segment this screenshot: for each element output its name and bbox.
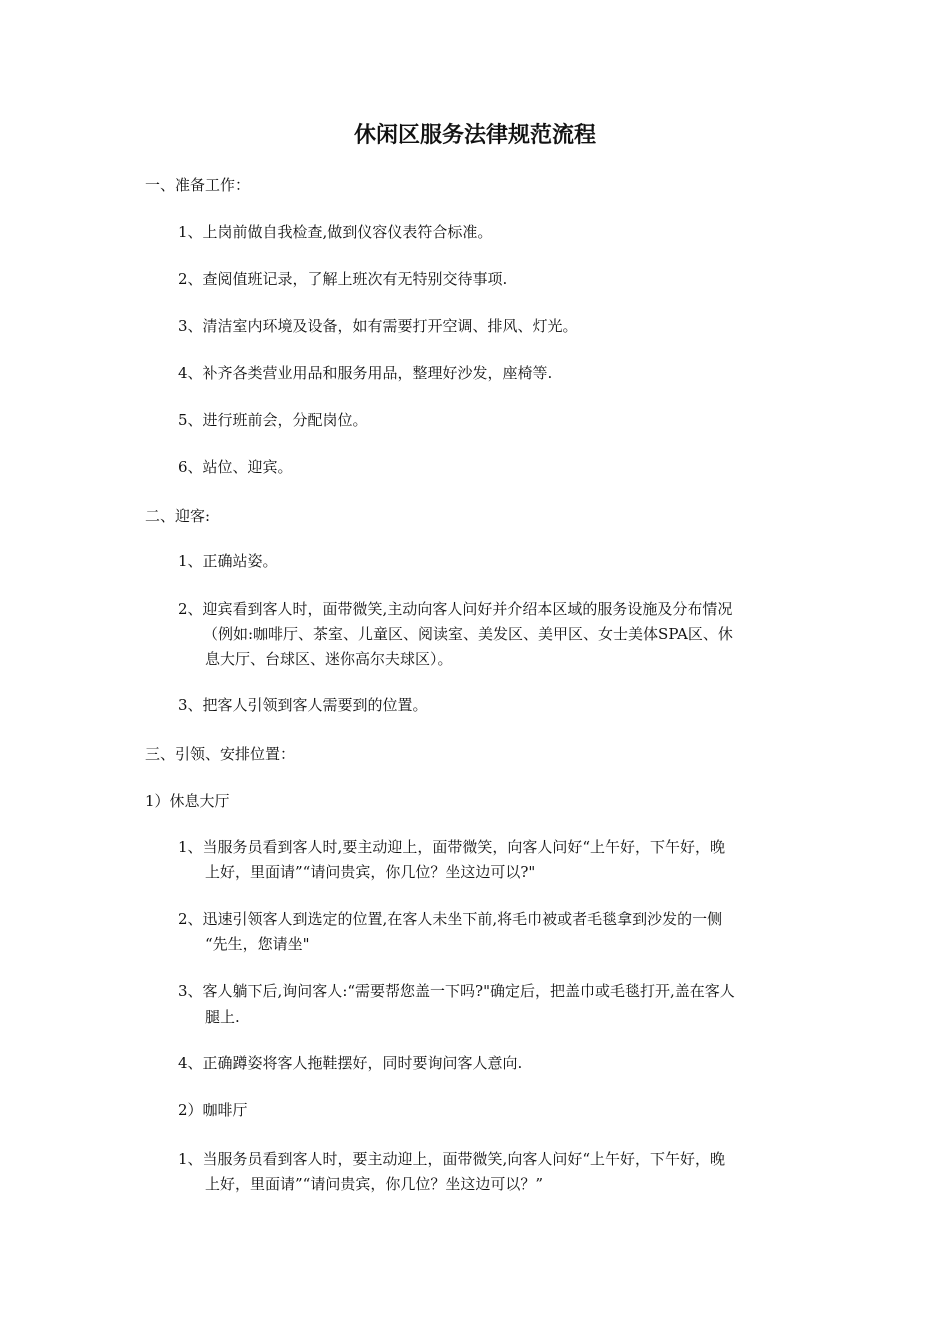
list-item: 1、正确站姿。 <box>178 552 278 570</box>
subsection-heading-cafe: 2）咖啡厅 <box>178 1101 248 1119</box>
list-item: 3、清洁室内环境及设备，如有需要打开空调、排风、灯光。 <box>178 317 578 335</box>
list-item: 4、正确蹲姿将客人拖鞋摆好，同时要询问客人意向. <box>178 1054 523 1072</box>
list-item: 4、补齐各类营业用品和服务用品，整理好沙发，座椅等. <box>178 364 553 382</box>
subsection-heading-lounge: 1）休息大厅 <box>145 792 230 810</box>
list-item: 6、站位、迎宾。 <box>178 458 293 476</box>
section-heading-guide: 三、引领、安排位置： <box>145 745 296 763</box>
list-item-line: （例如:咖啡厅、茶室、儿童区、阅读室、美发区、美甲区、女士美体SPA区、休 <box>203 625 733 643</box>
list-item-line: 2、迎宾看到客人时，面带微笑,主动向客人问好并介绍本区域的服务设施及分布情况 <box>178 600 733 618</box>
list-item-line: “先生，您请坐" <box>205 935 310 953</box>
list-item-line: 1、当服务员看到客人时，要主动迎上，面带微笑,向客人问好“上午好，下午好，晚 <box>178 1150 725 1168</box>
list-item: 2、查阅值班记录，了解上班次有无特别交待事项. <box>178 270 508 288</box>
list-item-line: 上好，里面请”“请问贵宾，你几位？坐这边可以?" <box>205 863 536 881</box>
section-heading-welcome: 二、迎客: <box>145 507 211 525</box>
list-item-line: 3、客人躺下后,询问客人:“需要帮您盖一下吗?"确定后，把盖巾或毛毯打开,盖在客人 <box>178 982 735 1000</box>
list-item-line: 2、迅速引领客人到选定的位置,在客人未坐下前,将毛巾被或者毛毯拿到沙发的一侧 <box>178 910 723 928</box>
document-title: 休闲区服务法律规范流程 <box>353 122 596 148</box>
list-item: 1、上岗前做自我检查,做到仪容仪表符合标准。 <box>178 223 493 241</box>
list-item-line: 腿上. <box>205 1008 240 1026</box>
list-item-line: 息大厅、台球区、迷你高尔夫球区）。 <box>205 650 453 668</box>
section-heading-preparation: 一、准备工作： <box>145 176 251 194</box>
list-item-line: 1、当服务员看到客人时,要主动迎上，面带微笑，向客人问好“上午好，下午好，晚 <box>178 838 725 856</box>
list-item: 3、把客人引领到客人需要到的位置。 <box>178 696 428 714</box>
list-item: 5、进行班前会，分配岗位。 <box>178 411 368 429</box>
list-item-line: 上好，里面请”“请问贵宾，你几位？坐这边可以？” <box>205 1175 544 1193</box>
